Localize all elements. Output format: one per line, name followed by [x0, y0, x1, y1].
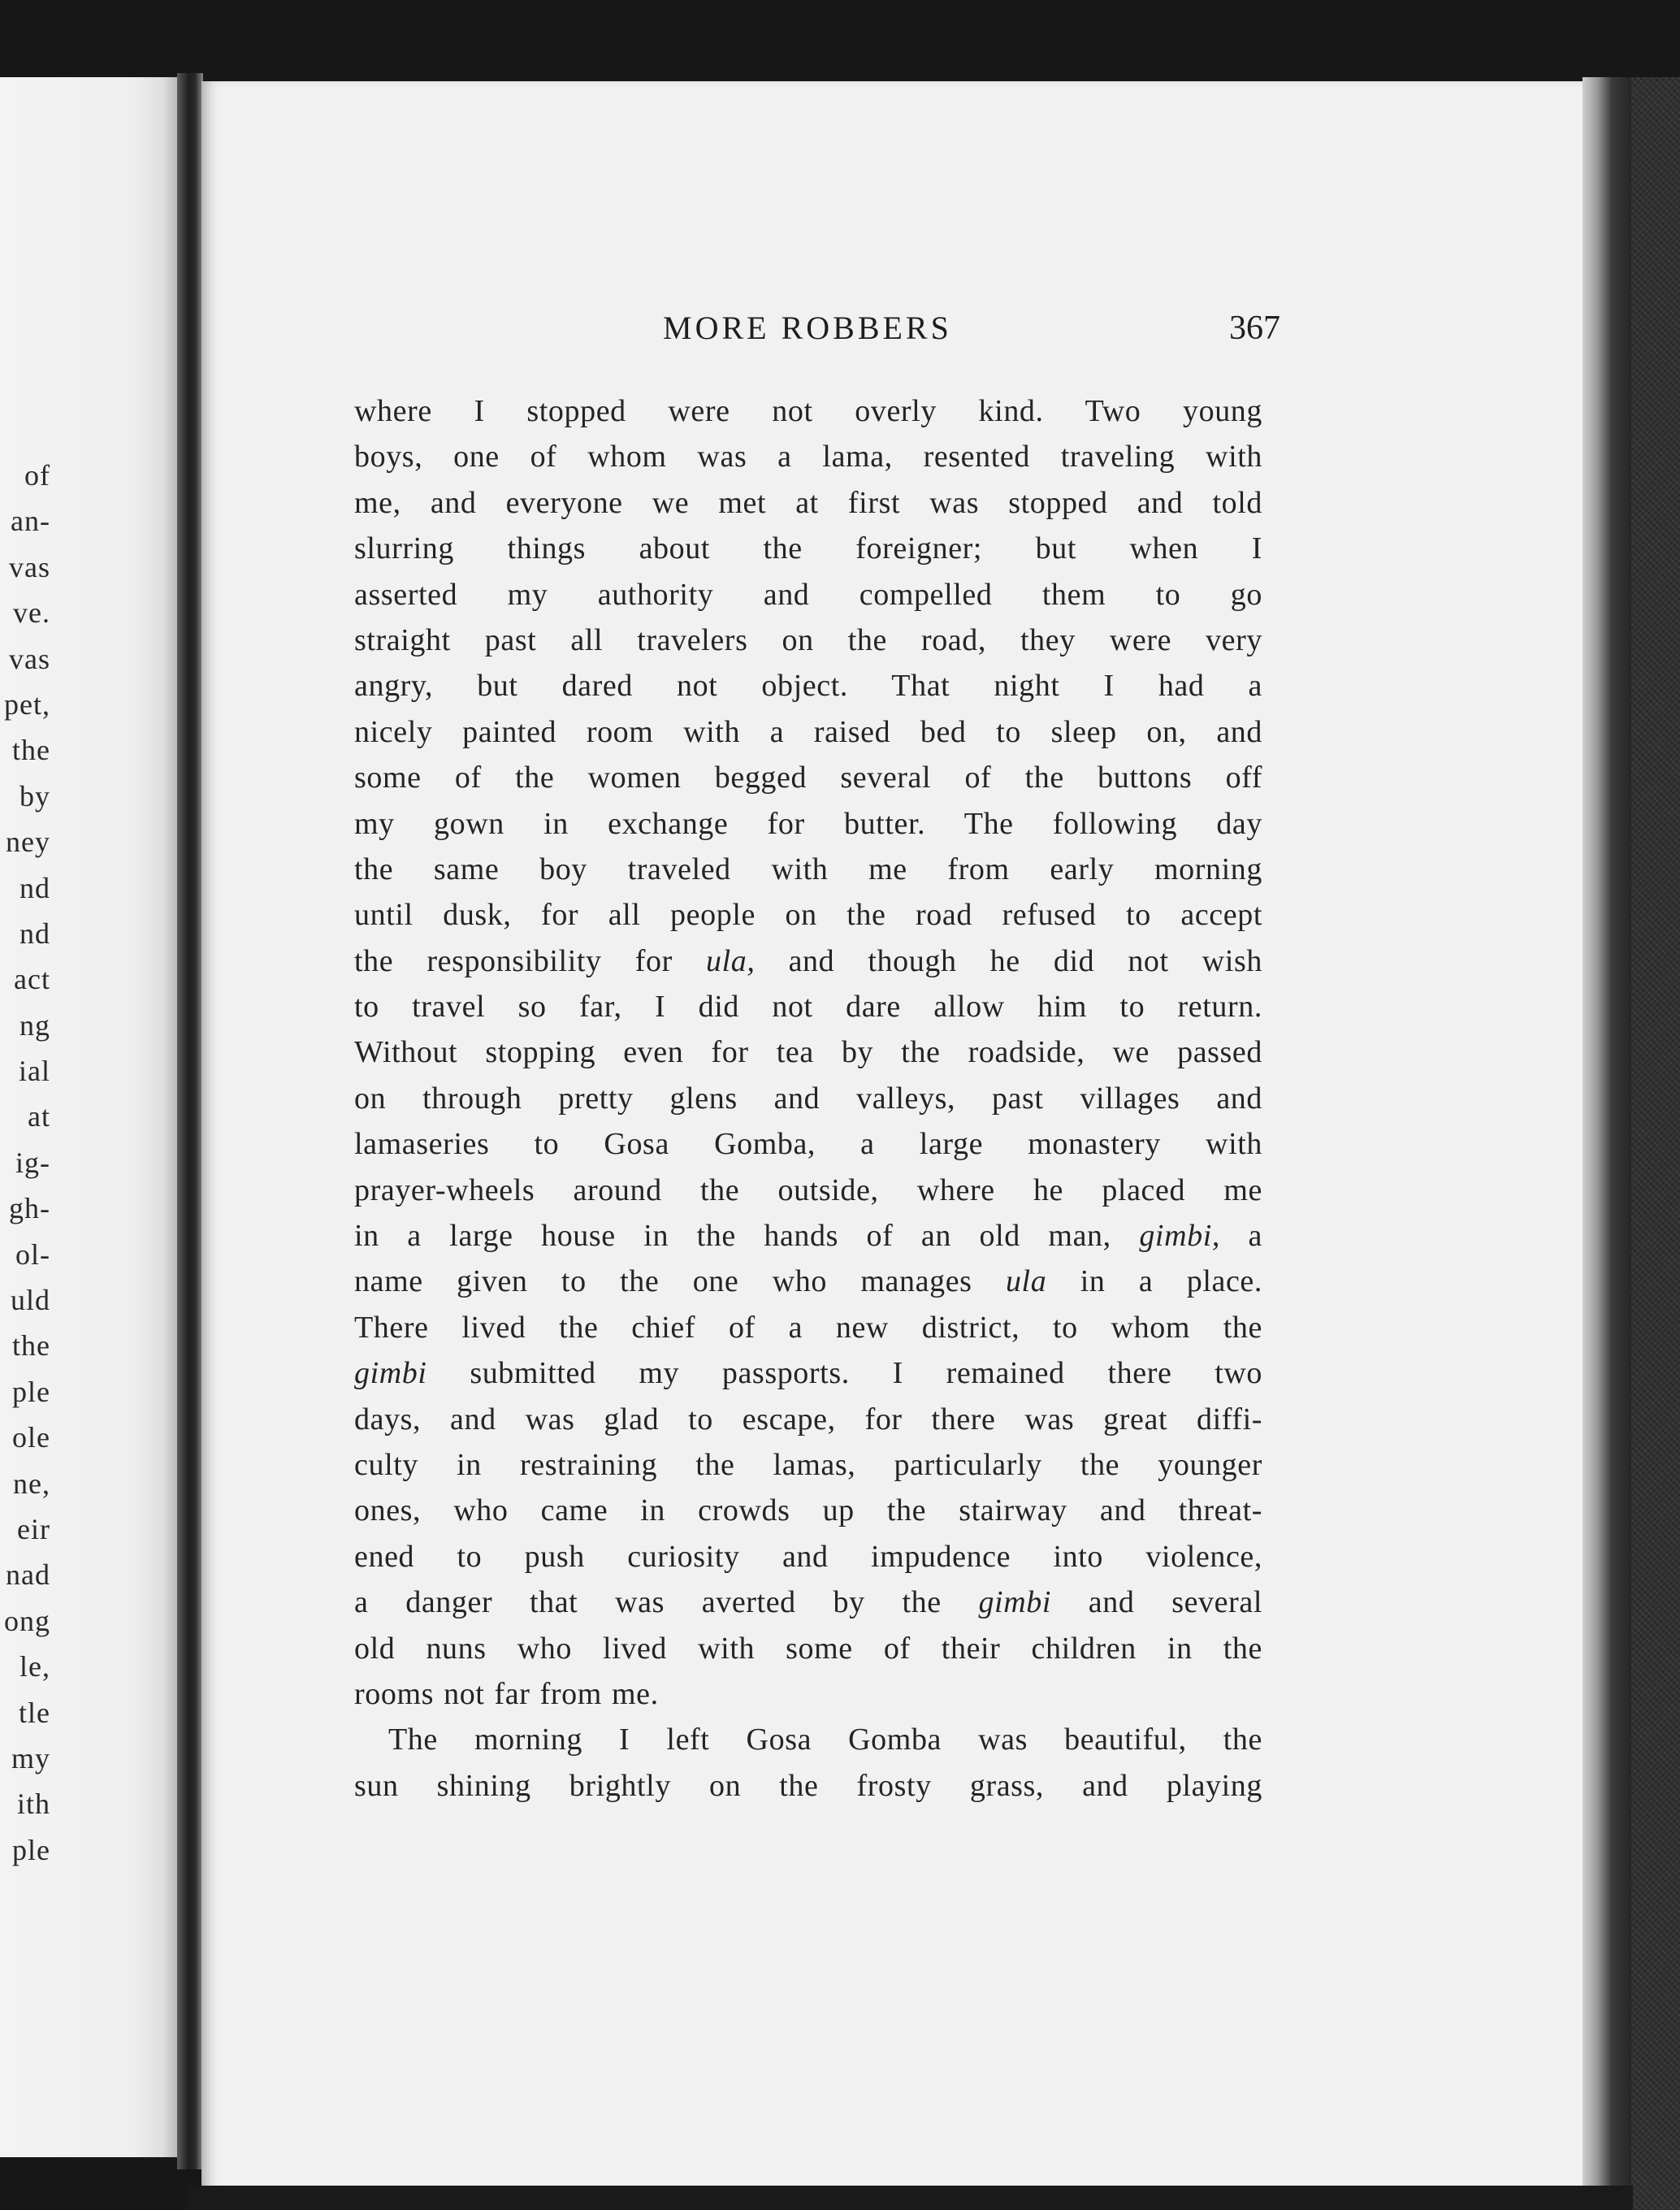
left-fragment: eir	[17, 1512, 50, 1545]
left-fragment: ney	[6, 826, 50, 859]
previous-page-text-fragments	[0, 453, 50, 1873]
left-fragment: le,	[19, 1650, 50, 1684]
text-segment: and though he did not wish	[755, 943, 1262, 978]
text-line: rooms not far from me.	[354, 1676, 659, 1711]
text-line: some of the women begged several of the buttons off	[354, 760, 1262, 795]
text-line: lamaseries to Gosa Gomba, a large monastery with	[354, 1127, 1262, 1162]
text-line: old nuns who lived with some of their children in the	[354, 1631, 1262, 1666]
text-line	[354, 938, 1262, 984]
left-fragment: ol-	[15, 1237, 50, 1271]
text-line: on through pretty glens and valleys, past villages and	[354, 1081, 1262, 1116]
text-segment: name given to the one who manages	[354, 1264, 1006, 1299]
text-line: the same boy traveled with me from early morning	[354, 852, 1262, 886]
text-line: to travel so far, I did not dare allow him to return.	[354, 990, 1262, 1025]
left-fragment: ple	[12, 1833, 50, 1866]
left-fragment: an-	[11, 505, 50, 538]
text-line: where I stopped were not overly kind. Two young	[354, 394, 1262, 428]
left-fragment: nad	[6, 1558, 50, 1592]
left-fragment: ple	[12, 1375, 50, 1408]
text-line: until dusk, for all people on the road refused to accept	[354, 898, 1262, 933]
left-fragment: of	[24, 459, 50, 492]
left-fragment: at	[28, 1100, 50, 1133]
left-fragment: by	[19, 779, 50, 812]
text-line: asserted my authority and compelled them to go	[354, 577, 1262, 612]
left-fragment: ial	[19, 1055, 50, 1088]
text-line: days, and was glad to escape, for there was great diffi-	[354, 1402, 1262, 1436]
italic-word: ula,	[706, 943, 756, 978]
italic-word: ula	[1005, 1264, 1047, 1299]
left-fragment: the	[12, 734, 50, 767]
bottom-shadow	[187, 2186, 1633, 2210]
text-line: boys, one of whom was a lama, resented traveling with	[354, 440, 1262, 474]
page-number: 367	[1229, 310, 1280, 347]
text-segment: and several	[1051, 1585, 1262, 1620]
text-line: culty in restraining the lamas, particularly the younger	[354, 1447, 1262, 1482]
text-line	[354, 1350, 1262, 1396]
left-fragment: ong	[4, 1604, 50, 1637]
italic-word: gimbi	[354, 1356, 427, 1391]
left-fragment: vas	[9, 642, 50, 675]
italic-word: gimbi,	[1139, 1219, 1220, 1254]
previous-page-edge	[0, 77, 177, 2157]
left-fragment: pet,	[4, 687, 50, 721]
text-segment: in a place.	[1046, 1264, 1262, 1299]
text-line	[354, 1580, 1262, 1625]
left-fragment: ve.	[13, 596, 50, 630]
running-head	[354, 309, 1280, 358]
text-line: angry, but dared not object. That night I had a	[354, 669, 1262, 704]
text-segment: a danger that was averted by the	[354, 1585, 979, 1620]
chapter-title: MORE ROBBERS	[663, 310, 952, 346]
text-line: sun shining brightly on the frosty grass, and playing	[354, 1768, 1262, 1803]
text-segment: in a large house in the hands of an old man,	[354, 1219, 1140, 1254]
text-line	[354, 1259, 1262, 1304]
text-line: ones, who came in crowds up the stairway and threat-	[354, 1493, 1262, 1528]
page-edge-shadow	[1583, 77, 1631, 2190]
text-line: There lived the chief of a new district, to whom the	[354, 1310, 1262, 1345]
left-fragment: ig-	[15, 1146, 50, 1179]
text-line: The morning I left Gosa Gomba was beautiful, the	[388, 1722, 1262, 1757]
left-fragment: uld	[10, 1284, 50, 1317]
text-line: ened to push curiosity and impudence into violence,	[354, 1539, 1262, 1574]
left-fragment: nd	[19, 916, 50, 950]
book-cover-cloth	[1631, 77, 1680, 2210]
text-line: me, and everyone we met at first was stopped and told	[354, 485, 1262, 520]
text-line: prayer-wheels around the outside, where he placed me	[354, 1172, 1262, 1207]
left-fragment: tle	[19, 1696, 50, 1729]
left-fragment: ole	[12, 1421, 50, 1454]
text-line: Without stopping even for tea by the roadside, we passed	[354, 1035, 1262, 1070]
body-text	[354, 388, 1262, 1809]
italic-word: gimbi	[978, 1585, 1052, 1620]
left-fragment: act	[14, 963, 50, 996]
left-fragment: vas	[9, 550, 50, 583]
left-fragment: the	[12, 1329, 50, 1363]
text-segment: submitted my passports. I remained there two	[426, 1356, 1262, 1391]
left-fragment: ith	[16, 1788, 50, 1821]
left-fragment: gh-	[9, 1192, 50, 1225]
text-line	[354, 1213, 1262, 1259]
left-fragment: nd	[19, 871, 50, 904]
text-line: slurring things about the foreigner; but when I	[354, 531, 1262, 566]
left-fragment: ng	[19, 1008, 50, 1042]
book-gutter	[177, 73, 203, 2169]
left-fragment: ne,	[13, 1467, 50, 1500]
left-fragment: my	[11, 1741, 50, 1774]
text-segment: the responsibility for	[354, 943, 706, 978]
text-line: nicely painted room with a raised bed to sleep on, and	[354, 714, 1262, 749]
text-line: straight past all travelers on the road, they were very	[354, 622, 1262, 657]
text-segment: a	[1219, 1219, 1262, 1254]
text-line: my gown in exchange for butter. The following day	[354, 806, 1262, 841]
